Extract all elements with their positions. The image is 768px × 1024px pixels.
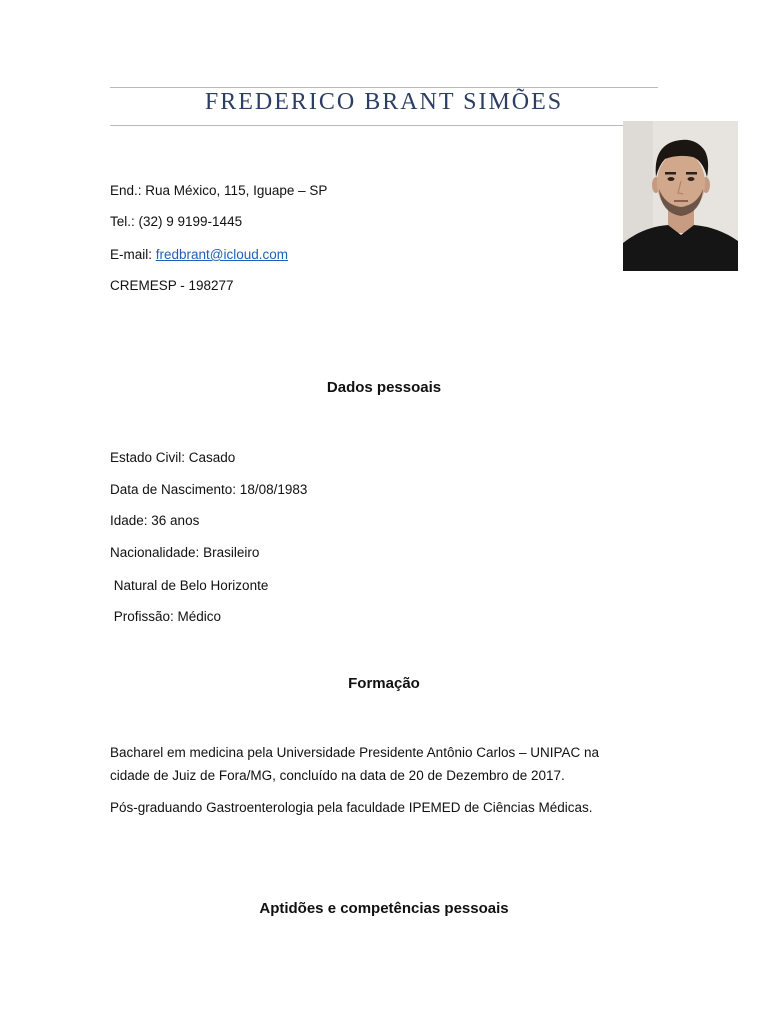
email-label: E-mail:	[110, 247, 156, 262]
birthplace-line: Natural de Belo Horizonte	[110, 578, 269, 593]
email-link[interactable]: fredbrant@icloud.com	[155, 247, 289, 262]
profession-line: Profissão: Médico	[110, 609, 222, 624]
nationality-line: Nacionalidade: Brasileiro	[110, 545, 260, 560]
education-postgrad-paragraph: Pós-graduando Gastroenterologia pela faculdade IPEMED de Ciências Médicas.	[110, 800, 593, 815]
birth-date-line: Data de Nascimento: 18/08/1983	[110, 482, 308, 497]
address-line: End.: Rua México, 115, Iguape – SP	[110, 183, 328, 198]
cv-name-title: FREDERICO BRANT SIMÕES	[204, 89, 564, 115]
profile-photo	[623, 121, 738, 271]
email-line	[110, 246, 288, 264]
civil-status-line: Estado Civil: Casado	[110, 450, 236, 465]
header-bottom-rule	[110, 125, 658, 126]
registration-line: CREMESP - 198277	[110, 278, 234, 293]
skills-heading: Aptidões e competências pessoais	[259, 900, 509, 917]
education-degree-paragraph: Bacharel em medicina pela Universidade Presidente Antônio Carlos – UNIPAC na cidade de Juiz de Fora/MG, concluído na data de 20 de Dezembro de 2017.	[110, 745, 600, 783]
education-heading: Formação	[348, 675, 420, 692]
age-line: Idade: 36 anos	[110, 513, 200, 528]
phone-line: Tel.: (32) 9 9199-1445	[110, 214, 243, 229]
personal-data-heading: Dados pessoais	[326, 379, 442, 396]
profile-photo-image	[623, 121, 738, 271]
